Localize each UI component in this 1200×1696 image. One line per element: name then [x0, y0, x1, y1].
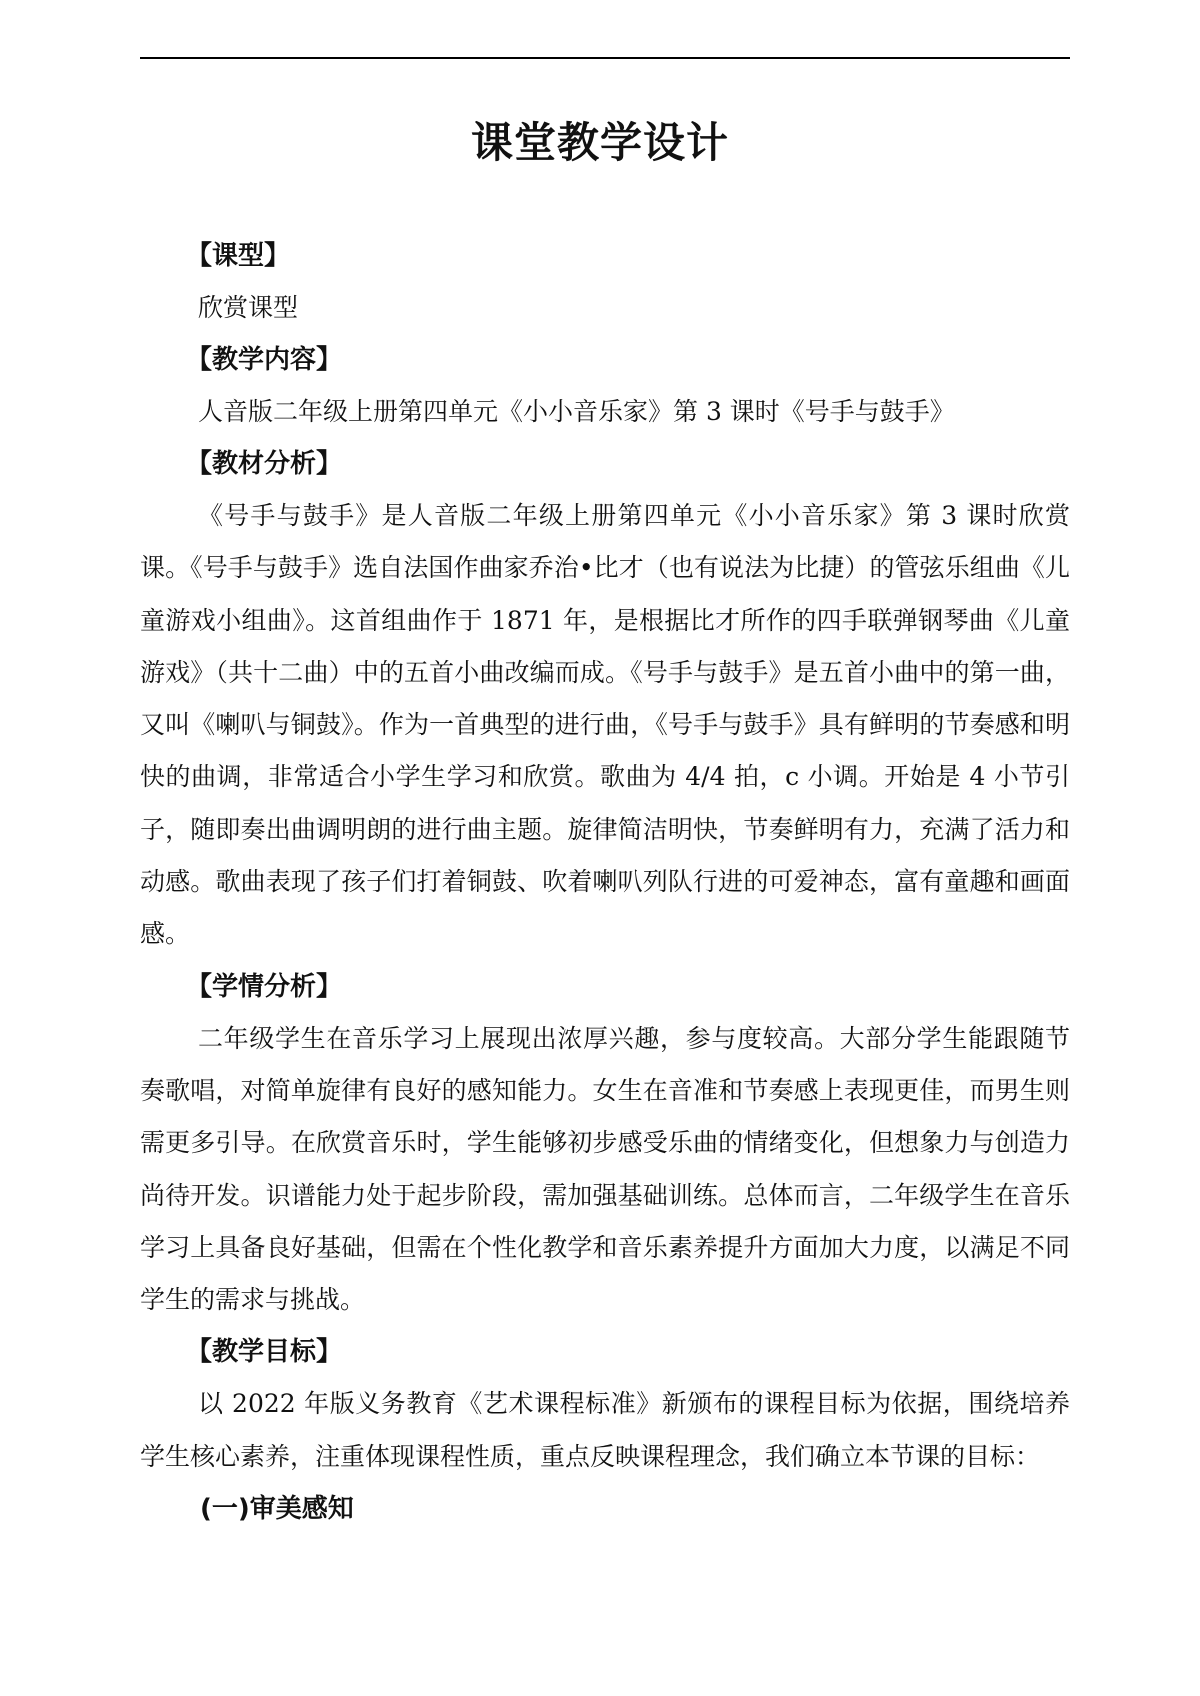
paragraph-teaching-goals: 以 2022 年版义务教育《艺术课程标准》新颁布的课程目标为依据，围绕培养学生核心素养，注重体现课程性质，重点反映课程理念，我们确立本节课的目标： — [140, 1389, 1070, 1471]
heading-material-analysis: 【教材分析】 — [186, 449, 343, 479]
header-rule — [140, 57, 1070, 59]
paragraph-material-analysis: 《号手与鼓手》是人音版二年级上册第四单元《小小音乐家》第 3 课时欣赏课。《号手与鼓手》选自法国作曲家乔治•比才（也有说法为比捷）的管弦乐组曲《儿童游戏小组曲》。这首组曲作于 1871 年，是根据比才所作的四手联弹钢琴曲《儿童游戏》（共十二曲）中的五首小曲改编而成。《号手与鼓手》是五首小曲中的第一曲，又叫《喇叭与铜鼓》。作为一首典型的进行曲，《号手与鼓手》具有鲜明的节奏感和明快的曲调，非常适合小学生学习和欣赏。歌曲为 4/4 拍，c 小调。开始是 4 小节引子，随即奏出曲调明朗的进行曲主题。旋律简洁明快，节奏鲜明有力，充满了活力和动感。歌曲表现了孩子们打着铜鼓、吹着喇叭列队行进的可爱神态，富有童趣和画面感。 — [140, 501, 1070, 949]
document-title: 课堂教学设计 — [470, 118, 729, 167]
document-body — [140, 230, 1070, 1535]
heading-teaching-goals: 【教学目标】 — [186, 1337, 343, 1368]
paragraph-student-analysis: 二年级学生在音乐学习上展现出浓厚兴趣，参与度较高。大部分学生能跟随节奏歌唱，对简单旋律有良好的感知能力。女生在音准和节奏感上表现更佳，而男生则需更多引导。在欣赏音乐时，学生能够初步感受乐曲的情绪变化，但想象力与创造力尚待开发。识谱能力处于起步阶段，需加强基础训练。总体而言，二年级学生在音乐学习上具备良好基础，但需在个性化教学和音乐素养提升方面加大力度，以满足不同学生的需求与挑战。 — [140, 1023, 1070, 1315]
heading-teaching-content: 【教学内容】 — [186, 345, 343, 375]
subheading-aesthetic-perception: (一)审美感知 — [200, 1494, 354, 1525]
text-lesson-type: 欣赏课型 — [198, 293, 299, 322]
heading-student-analysis: 【学情分析】 — [186, 971, 343, 1002]
text-teaching-content: 人音版二年级上册第四单元《小小音乐家》第 3 课时《号手与鼓手》 — [198, 397, 955, 426]
heading-lesson-type: 【课型】 — [186, 241, 291, 271]
